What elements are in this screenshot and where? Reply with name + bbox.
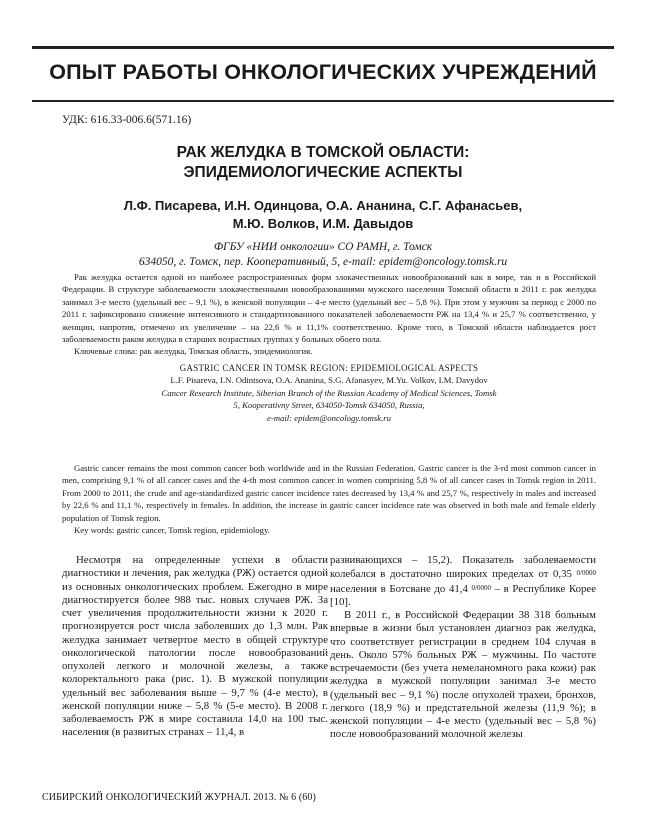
authors-line-1: Л.Ф. Писарева, И.Н. Одинцова, О.А. Ананина, С.Г. Афанасьев, [123, 198, 523, 213]
per-100k-fraction-1: 0/0000 [576, 569, 596, 578]
keywords-ru: Ключевые слова: рак желудка, Томская область, эпидемиология. [74, 346, 313, 357]
body-paragraph-2-part-1: развивающихся – 15,2). Показатель заболеваемости колебался в достаточно широких пределах от 0,35 [330, 554, 596, 581]
english-affiliation-line-2: 5, Kooperativny Street, 634050-Tomsk 634050, Russia, [233, 400, 425, 411]
body-paragraph-1: Несмотря на определенные успехи в области диагностики и лечения, рак желудка (РЖ) остается одной из основных онкологических проблем. Ежегодно в мире диагностируется более 988 тыс. новых случаев РЖ. За счет увеличения продолжительности жизни к 2020 г. прогнозируется рост числа заболевших до 1,3 млн. Рак желудка занимает четвертое место в общей структуре онкологической патологии после новообразований опухолей легкого и молочной железы, а также колоректального рака (рис. 1). В мужской популяции удельный вес заболевания выше – 9,7 % (4-е место), в женской популяции ниже – 5,8 % (5-е место). В 2008 г. заболеваемость РЖ в мире составила 14,0 на 100 тыс. населения (в развитых странах – 11,4, в [62, 554, 328, 739]
affiliation [0, 240, 646, 270]
body-column-left [62, 554, 328, 740]
article-title-line-1: РАК ЖЕЛУДКА В ТОМСКОЙ ОБЛАСТИ: [176, 144, 470, 161]
udk-code: УДК: 616.33-006.6(571.16) [62, 114, 192, 126]
header-rule-top [32, 46, 614, 49]
body-paragraph-2 [330, 554, 596, 609]
body-paragraph-2-part-3: – в Республике Корее [10]. [330, 582, 596, 608]
body-column-right [330, 554, 596, 742]
body-paragraph-2-part-2: населения в Ботсване до 41,4 [330, 582, 472, 595]
english-title: GASTRIC CANCER IN TOMSK REGION: EPIDEMIOLOGICAL ASPECTS [179, 363, 479, 373]
per-100k-fraction-2: 0/0000 [471, 583, 491, 592]
affiliation-line-1: ФГБУ «НИИ онкологии» СО РАМН, г. Томск [213, 241, 433, 253]
journal-footer: СИБИРСКИЙ ОНКОЛОГИЧЕСКИЙ ЖУРНАЛ. 2013. № 6 (60) [42, 792, 316, 803]
authors-line-2: М.Ю. Волков, И.М. Давыдов [232, 216, 414, 231]
abstract-en-text: Gastric cancer remains the most common cancer both worldwide and in the Russian Federation. Gastric cancer is the 3-rd most common cancer in men, comprising 9,1 % of all cancer cases and the 4-th most common cancer in women comprising 5,8 % of all cancer cases in Tomsk region in 2011. From 2000 to 2011, the crude and age-standardized gastric cancer incidence rates decreased by 13,4 % and 25,7 %, respectively in males and increased by 22,6 % and 11,1 %, respectively in females. In addition, the increase in gastric cancer incidence rate was observed in both male and female elderly population of Tomsk region. [62, 463, 596, 523]
article-title [0, 143, 646, 183]
english-affiliation-line-3: e-mail: epidem@oncology.tomsk.ru [266, 412, 392, 423]
article-title-line-2: ЭПИДЕМИОЛОГИЧЕСКИЕ АСПЕКТЫ [183, 164, 463, 181]
journal-section-title: ОПЫТ РАБОТЫ ОНКОЛОГИЧЕСКИХ УЧРЕЖДЕНИЙ [49, 60, 597, 84]
english-header [62, 362, 596, 424]
abstract-english [62, 462, 596, 536]
article-authors [0, 197, 646, 233]
body-paragraph-3: В 2011 г., в Российской Федерации 38 318 больным впервые в жизни был установлен диагноз рак желудка, что соответствует регистрации в среднем 104 случая в день. Около 57% больных РЖ – мужчины. По частоте встречаемости (без учета немеланомного рака кожи) рак желудка в мужской популяции занимал 3-е место (удельный вес – 9,1 %) после опухолей трахеи, бронхов, легкого (18,9 %) и предстательной железы (11,9 %); в женской популяции – 4-е место (удельный вес – 5,8 %) после новообразований молочной железы [330, 609, 596, 741]
english-affiliation-line-1: Cancer Research Institute, Siberian Branch of the Russian Academy of Medical Sciences, Tomsk [161, 387, 497, 398]
affiliation-line-2: 634050, г. Томск, пер. Кооперативный, 5, e-mail: epidem@oncology.tomsk.ru [138, 256, 508, 268]
header-rule-bottom [32, 100, 614, 102]
english-authors: L.F. Pisareva, I.N. Odintsova, O.A. Ananina, S.G. Afanasyev, M.Yu. Volkov, I.M. Davydov [170, 375, 488, 386]
keywords-en: Key words: gastric cancer, Tomsk region, epidemiology. [74, 525, 270, 536]
abstract-ru-text: Рак желудка остается одной из наиболее распространенных форм злокачественных новообразований как в мире, так и в Российской Федерации. В структуре заболеваемости злокачественными новообразованиями мужского населения Томской области в 2011 г. рак желудка занимал 3-е место (удельный вес – 9,1 %), в женской популяции – 4-е место (удельный вес – 5,8 %). При этом у мужчин за период с 2000 по 2011 г. зафиксировано снижение интенсивного и стандартизованного показателей заболеваемости РЖ на 13,4 % и 25,7 % соответственно, у женщин, напротив, отмечено их увеличение – на 22,6 % и 11,1% соответственно. Кроме того, в Томской области наблюдается рост заболеваемости раком желудка в старших возрастных группах у больных обоего пола. [62, 272, 596, 345]
abstract-russian [62, 271, 596, 358]
